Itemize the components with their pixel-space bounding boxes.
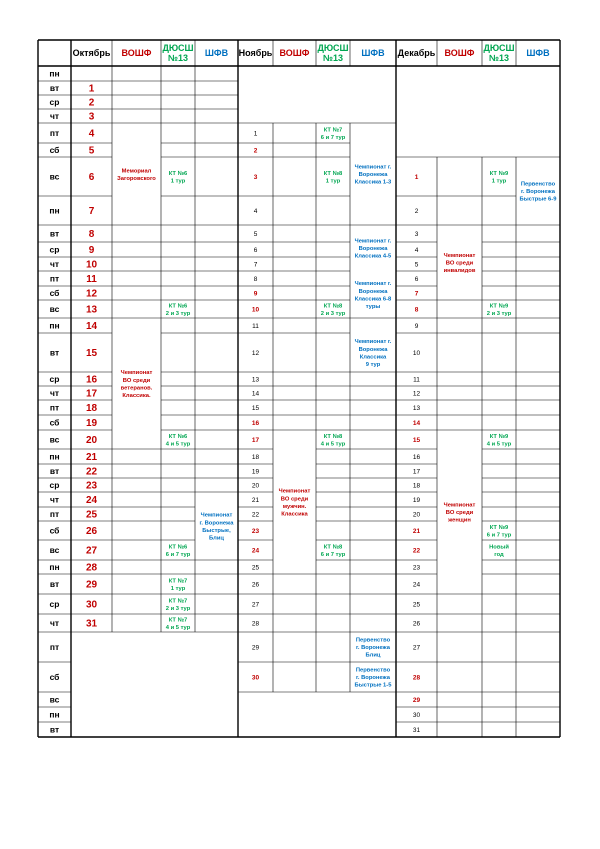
november-day: 9 bbox=[253, 290, 258, 298]
october-day: 27 bbox=[85, 545, 98, 557]
weekday-label: пт bbox=[49, 402, 60, 413]
event-text-line: 2 и 3 тур bbox=[165, 310, 191, 317]
event-text-line: 6 и 7 тур bbox=[165, 551, 191, 558]
november-day: 22 bbox=[251, 511, 260, 519]
event-text-line: мужчин. bbox=[282, 503, 307, 510]
december-day: 1 bbox=[414, 174, 419, 181]
event-text-line: Чемпионат bbox=[120, 370, 153, 377]
event-text-line: туры bbox=[365, 304, 381, 311]
event-text-line: Чемпионат bbox=[200, 512, 233, 519]
event-text-line: Быстрые, bbox=[202, 527, 231, 534]
november-day: 6 bbox=[253, 247, 258, 254]
weekday-label: пн bbox=[49, 68, 60, 79]
december-day: 30 bbox=[412, 712, 421, 719]
october-day: 5 bbox=[88, 145, 95, 157]
event-nov-men bbox=[279, 489, 311, 518]
weekday-label: вт bbox=[49, 347, 60, 358]
november-day: 18 bbox=[251, 454, 260, 461]
event-text-line: Классика 4-5 bbox=[354, 253, 392, 260]
event-text-line: Классика bbox=[281, 511, 308, 518]
december-day: 22 bbox=[412, 547, 421, 555]
event-dec-invalid bbox=[444, 253, 476, 274]
event-text-line: Классика bbox=[359, 354, 387, 361]
weekday-label: чт bbox=[49, 259, 60, 269]
october-day: 20 bbox=[85, 435, 98, 446]
event-text-line: ВО среди bbox=[445, 510, 474, 517]
month-header-oct: Октябрь bbox=[72, 48, 111, 58]
shfv-header: ШФВ bbox=[361, 48, 385, 58]
event-text-line: Загоровского bbox=[117, 175, 156, 182]
event-text-line: КТ №7 bbox=[168, 578, 188, 585]
event-nov-champ-68 bbox=[355, 281, 392, 310]
november-day: 28 bbox=[251, 620, 260, 628]
weekday-label: пт bbox=[49, 509, 60, 519]
december-day: 31 bbox=[412, 727, 421, 734]
november-day: 23 bbox=[251, 528, 260, 535]
event-text-line: КТ №8 bbox=[323, 433, 343, 440]
weekday-label: ср bbox=[49, 244, 60, 255]
event-nov-perv-blitz bbox=[356, 638, 391, 659]
october-day: 9 bbox=[88, 245, 95, 256]
event-text-line: год bbox=[494, 551, 504, 558]
event-text-line: КТ №7 bbox=[168, 598, 188, 605]
event-text-line: 4 и 5 тур bbox=[320, 441, 346, 448]
december-day: 13 bbox=[412, 405, 421, 412]
weekday-label: вс bbox=[49, 171, 60, 182]
weekday-label: пн bbox=[49, 451, 60, 462]
december-day: 27 bbox=[412, 644, 421, 652]
weekday-label: чт bbox=[49, 388, 60, 398]
event-oct-kt6-6 bbox=[166, 544, 191, 558]
event-text-line: Первенство bbox=[520, 181, 556, 188]
event-dec-kt9-4 bbox=[487, 434, 512, 448]
event-text-line: КТ №8 bbox=[323, 170, 343, 177]
november-day: 16 bbox=[251, 420, 260, 427]
table-header bbox=[73, 43, 550, 63]
october-day: 24 bbox=[85, 495, 98, 506]
event-text-line: КТ №7 bbox=[323, 127, 343, 134]
event-text-line: Чемпионат bbox=[443, 253, 476, 260]
weekday-label: сб bbox=[49, 145, 60, 155]
event-text-line: Воронежа bbox=[358, 172, 388, 179]
october-day: 13 bbox=[85, 304, 98, 316]
december-day: 23 bbox=[412, 564, 421, 572]
november-day: 27 bbox=[251, 601, 260, 609]
december-day: 3 bbox=[414, 231, 419, 238]
october-day: 6 bbox=[88, 172, 95, 183]
november-day: 15 bbox=[251, 405, 260, 412]
october-day: 21 bbox=[85, 452, 98, 463]
november-day: 24 bbox=[251, 547, 260, 555]
event-text-line: Мемориал bbox=[121, 168, 152, 175]
october-day: 17 bbox=[85, 388, 98, 400]
event-dec-perv-fast bbox=[520, 182, 558, 203]
event-text-line: 1 тур bbox=[170, 178, 186, 185]
event-oct-memorial bbox=[117, 168, 156, 182]
october-day: 16 bbox=[85, 374, 98, 386]
october-day: 12 bbox=[85, 288, 98, 300]
table-grid bbox=[38, 40, 560, 737]
weekday-label: чт bbox=[49, 111, 60, 121]
event-text-line: Воронежа bbox=[358, 346, 388, 353]
october-day: 18 bbox=[85, 403, 98, 414]
november-day: 21 bbox=[251, 497, 260, 504]
event-text-line: КТ №8 bbox=[323, 544, 343, 551]
event-oct-veterans bbox=[121, 370, 153, 399]
event-oct-blitz bbox=[200, 513, 235, 542]
event-dec-kt9-1 bbox=[490, 171, 509, 185]
october-day: 28 bbox=[85, 562, 98, 574]
shfv-header: ШФВ bbox=[526, 48, 550, 58]
weekday-label: сб bbox=[49, 288, 60, 298]
event-text-line: Быстрые 6-9 bbox=[519, 196, 557, 203]
event-nov-champ-13 bbox=[355, 165, 392, 186]
event-text-line: КТ №9 bbox=[489, 524, 509, 531]
event-text-line: Первенство bbox=[355, 637, 391, 644]
november-day: 1 bbox=[253, 130, 258, 138]
event-text-line: КТ №9 bbox=[489, 303, 509, 310]
weekday-label: ср bbox=[49, 374, 60, 384]
november-day: 3 bbox=[253, 174, 258, 181]
december-day: 28 bbox=[412, 674, 421, 682]
event-text-line: г. Воронежа bbox=[356, 645, 390, 652]
october-day: 26 bbox=[85, 526, 98, 537]
weekday-label: пн bbox=[49, 205, 60, 216]
event-text-line: Чемпионат г. bbox=[354, 164, 392, 171]
weekday-label: пн bbox=[49, 709, 60, 720]
event-text-line: Новый bbox=[489, 544, 509, 551]
event-text-line: КТ №7 bbox=[168, 617, 188, 624]
november-day: 29 bbox=[251, 644, 260, 652]
december-day: 25 bbox=[412, 601, 421, 609]
december-day: 16 bbox=[412, 454, 421, 461]
weekday-label: вт bbox=[49, 466, 60, 476]
event-text-line: 4 и 5 тур bbox=[486, 441, 512, 448]
october-day: 7 bbox=[88, 206, 95, 217]
weekday-label: ср bbox=[49, 480, 60, 490]
weekday-label: чт bbox=[49, 618, 60, 628]
event-text-line: 6 и 7 тур bbox=[320, 134, 346, 141]
december-day: 18 bbox=[412, 482, 421, 490]
weekday-label: вт bbox=[49, 579, 60, 589]
november-day: 2 bbox=[253, 147, 258, 155]
event-text-line: Блиц bbox=[365, 652, 381, 659]
event-text-line: Воронежа bbox=[358, 246, 388, 253]
december-day: 8 bbox=[414, 306, 419, 314]
event-text-line: Первенство bbox=[355, 667, 391, 674]
december-day: 11 bbox=[413, 376, 420, 384]
october-day: 4 bbox=[88, 128, 95, 140]
event-oct-kt6-4 bbox=[166, 434, 191, 448]
event-text-line: 2 и 3 тур bbox=[165, 605, 191, 612]
october-day: 3 bbox=[88, 111, 95, 123]
event-oct-kt7-4 bbox=[166, 617, 191, 631]
vosh-header: ВОШФ bbox=[121, 48, 152, 58]
november-day: 13 bbox=[251, 376, 260, 384]
december-day: 5 bbox=[414, 261, 419, 269]
december-day: 2 bbox=[414, 208, 419, 215]
december-day: 20 bbox=[412, 511, 421, 519]
month-header-nov: Ноябрь bbox=[238, 48, 273, 58]
event-oct-kt7-2 bbox=[166, 598, 191, 612]
october-day: 14 bbox=[85, 321, 98, 332]
october-day: 22 bbox=[85, 466, 98, 478]
event-text-line: Чемпионат bbox=[278, 488, 311, 495]
event-cells bbox=[117, 127, 557, 688]
december-day: 29 bbox=[412, 697, 421, 704]
november-day: 30 bbox=[251, 674, 260, 682]
december-day: 17 bbox=[412, 468, 421, 476]
event-text-line: ВО среди bbox=[122, 377, 151, 384]
dyussh-header-number: №13 bbox=[322, 53, 344, 63]
weekday-label: пт bbox=[49, 128, 60, 138]
dyussh-header: ДЮСШ bbox=[317, 43, 349, 53]
vosh-header: ВОШФ bbox=[279, 48, 310, 58]
event-dec-kt9-6 bbox=[487, 525, 512, 539]
october-day: 23 bbox=[85, 480, 98, 492]
event-nov-kt8-1 bbox=[324, 171, 343, 185]
weekday-label: вт bbox=[49, 83, 60, 93]
event-text-line: 6 и 7 тур bbox=[486, 532, 512, 539]
event-text-line: КТ №8 bbox=[323, 303, 343, 310]
october-day: 11 bbox=[86, 274, 97, 285]
october-day: 1 bbox=[88, 83, 95, 95]
october-day: 29 bbox=[85, 579, 98, 591]
weekday-label: пт bbox=[49, 273, 60, 284]
december-day: 26 bbox=[412, 620, 421, 628]
november-day: 17 bbox=[251, 437, 260, 444]
event-nov-kt8-4 bbox=[321, 434, 346, 448]
shfv-header: ШФВ bbox=[204, 48, 229, 58]
november-day: 26 bbox=[251, 581, 260, 589]
event-text-line: инвалидов bbox=[443, 268, 476, 275]
november-day: 4 bbox=[253, 208, 258, 215]
dyussh-header: ДЮСШ bbox=[483, 43, 515, 53]
december-day: 12 bbox=[412, 390, 421, 398]
november-day: 5 bbox=[253, 231, 258, 238]
weekday-label: сб bbox=[49, 417, 60, 428]
event-text-line: 1 тур bbox=[325, 178, 341, 185]
event-dec-women bbox=[444, 503, 476, 524]
december-day: 21 bbox=[412, 528, 421, 535]
event-text-line: Чемпионат г. bbox=[354, 281, 392, 288]
event-text-line: Классика 1-3 bbox=[354, 179, 392, 186]
event-nov-kt7-6 bbox=[321, 127, 346, 141]
november-day: 20 bbox=[251, 482, 260, 490]
event-text-line: ветеранов. bbox=[120, 385, 153, 392]
event-text-line: Классика 6-8 bbox=[354, 296, 392, 303]
december-day: 15 bbox=[412, 437, 421, 444]
event-text-line: ВО среди bbox=[280, 496, 309, 503]
october-day: 19 bbox=[85, 418, 98, 429]
weekday-label: ср bbox=[49, 97, 60, 107]
december-day: 4 bbox=[414, 247, 419, 254]
event-text-line: Блиц bbox=[209, 535, 224, 542]
weekday-label: вс bbox=[49, 545, 60, 555]
event-dec-newyear bbox=[489, 543, 509, 558]
event-text-line: 4 и 5 тур bbox=[165, 441, 191, 448]
weekday-label: сб bbox=[49, 525, 60, 536]
weekday-label: пн bbox=[49, 320, 60, 331]
event-text-line: Быстрые 1-5 bbox=[354, 682, 392, 689]
october-day: 30 bbox=[85, 599, 98, 611]
dyussh-header: ДЮСШ bbox=[162, 43, 194, 53]
event-nov-kt8-2 bbox=[321, 303, 346, 317]
event-text-line: 6 и 7 тур bbox=[320, 551, 346, 558]
event-dec-kt9-2 bbox=[487, 303, 512, 317]
event-text-line: ВО среди bbox=[445, 260, 474, 267]
october-day: 31 bbox=[85, 618, 98, 630]
event-nov-champ-45 bbox=[355, 239, 392, 260]
november-day: 12 bbox=[251, 350, 260, 357]
event-nov-champ-9 bbox=[355, 339, 392, 368]
weekday-label: пн bbox=[49, 562, 60, 572]
november-day: 8 bbox=[253, 276, 258, 283]
weekday-label: вт bbox=[49, 724, 60, 735]
event-text-line: 4 и 5 тур bbox=[165, 624, 191, 631]
november-day: 7 bbox=[253, 261, 258, 269]
october-day: 15 bbox=[85, 348, 98, 359]
event-text-line: Чемпионат г. bbox=[354, 339, 392, 346]
event-text-line: КТ №9 bbox=[489, 433, 509, 440]
november-day: 14 bbox=[251, 390, 260, 398]
weekday-label: вс bbox=[49, 694, 60, 705]
event-text-line: Воронежа bbox=[358, 288, 388, 295]
weekday-label: вс bbox=[49, 434, 60, 445]
december-day: 6 bbox=[414, 276, 419, 283]
month-header-dec: Декабрь bbox=[397, 48, 436, 58]
weekday-label: вс bbox=[49, 304, 60, 314]
event-text-line: женщин bbox=[448, 517, 471, 524]
december-day: 19 bbox=[412, 497, 421, 504]
weekday-label: вт bbox=[49, 228, 60, 239]
vosh-header: ВОШФ bbox=[444, 48, 475, 58]
event-text-line: Чемпионат bbox=[443, 502, 476, 509]
event-nov-kt8-6 bbox=[321, 544, 346, 558]
event-text-line: г. Воронежа bbox=[521, 189, 555, 196]
event-nov-perv-fast bbox=[355, 668, 393, 689]
october-day: 2 bbox=[88, 97, 95, 109]
event-oct-kt7-1 bbox=[169, 578, 188, 592]
december-day: 9 bbox=[414, 323, 419, 330]
event-text-line: 9 тур bbox=[365, 362, 381, 369]
event-text-line: КТ №6 bbox=[168, 170, 188, 177]
november-day: 19 bbox=[251, 468, 260, 476]
event-text-line: Чемпионат г. bbox=[354, 238, 392, 245]
weekday-label: пт bbox=[49, 642, 60, 652]
event-oct-kt6-1 bbox=[169, 171, 188, 185]
weekday-label: ср bbox=[49, 599, 60, 609]
november-day: 10 bbox=[251, 306, 260, 314]
november-day: 11 bbox=[252, 323, 259, 330]
december-day: 24 bbox=[412, 581, 421, 589]
event-text-line: Классика. bbox=[122, 393, 151, 400]
dyussh-header-number: №13 bbox=[167, 53, 189, 63]
event-text-line: КТ №9 bbox=[489, 170, 509, 177]
november-day: 25 bbox=[251, 564, 260, 572]
october-day: 25 bbox=[85, 509, 98, 521]
event-text-line: КТ №6 bbox=[168, 433, 188, 440]
weekday-label: чт bbox=[49, 494, 60, 505]
event-oct-kt6-2 bbox=[166, 303, 191, 317]
event-text-line: КТ №6 bbox=[168, 303, 188, 310]
december-day: 7 bbox=[414, 290, 419, 298]
event-text-line: 2 и 3 тур bbox=[486, 310, 512, 317]
event-text-line: 1 тур bbox=[491, 178, 507, 185]
event-text-line: г. Воронежа bbox=[356, 675, 390, 682]
october-day: 8 bbox=[88, 229, 95, 240]
december-day: 14 bbox=[412, 420, 421, 427]
event-text-line: КТ №6 bbox=[168, 544, 188, 551]
event-text-line: 1 тур bbox=[170, 585, 186, 592]
october-day: 10 bbox=[85, 259, 98, 271]
event-text-line: г. Воронежа bbox=[199, 520, 234, 527]
weekday-label: сб bbox=[49, 672, 60, 682]
dyussh-header-number: №13 bbox=[488, 53, 510, 63]
december-day: 10 bbox=[412, 350, 421, 357]
event-text-line: 2 и 3 тур bbox=[320, 310, 346, 317]
